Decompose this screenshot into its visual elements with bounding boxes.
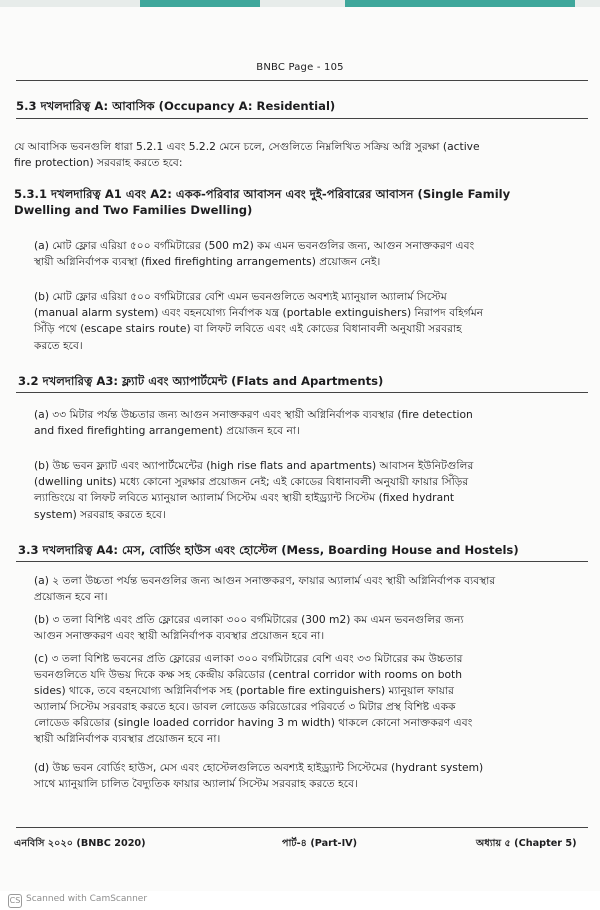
header-rule	[16, 80, 588, 81]
clause-b-line: করতে হবে।	[34, 339, 83, 352]
clause-b-line: আগুন সনাক্তকরণ এবং স্থায়ী অগ্নিনির্বাপক ব্যবস্থার প্রয়োজন হবে না।	[34, 629, 325, 642]
clause-c-line: ভবনগুলিতে যদি উভয় দিকে কক্ষ সহ কেন্দ্রীয় করিডোর (central corridor with rooms on both	[34, 668, 462, 681]
clause-a-line: স্থায়ী অগ্নিনির্বাপক ব্যবস্থা (fixed firefighting arrangements) প্রয়োজন নেই।	[34, 255, 381, 268]
intro-line: যে আবাসিক ভবনগুলি ধারা 5.2.1 এবং 5.2.2 মেনে চলে, সেগুলিতে নিম্নলিখিত সক্রিয় অগ্নি সুরক্ষা (active	[14, 140, 480, 153]
section-rule	[16, 118, 588, 119]
footer-left: এনবিসি ২০২০ (BNBC 2020)	[14, 838, 146, 849]
clause-a-line: (a) মোট ফ্লোর এরিয়া ৫০০ বর্গমিটারের (500 m2) কম এমন ভবনগুলির জন্য, আগুন সনাক্তকরণ এবং	[34, 239, 475, 252]
camscanner-watermark	[0, 891, 600, 910]
clause-d-line: (d) উচ্চ ভবন বোর্ডিং হাউস, মেস এবং হোস্টেলগুলিতে অবশ্যই হাইড্র্যান্ট সিস্টেমের (hydrant system)	[34, 761, 484, 774]
subsection-heading-3-3: 3.3 দখলদারিত্ব A4: মেস, বোর্ডিং হাউস এবং হোস্টেল (Mess, Boarding House and Hostels)	[18, 543, 519, 557]
clause-c-line: অ্যালার্ম সিস্টেম সরবরাহ করতে হবে। ডাবল লোডেড করিডোরের পরিবর্তে ৩ মিটার প্রস্থ বিশিষ্ট একক	[34, 700, 456, 713]
footer-rule	[16, 827, 588, 828]
camscanner-icon: CS	[8, 894, 22, 908]
clause-a-line: and fixed firefighting arrangement) প্রয়োজন হবে না।	[34, 424, 300, 437]
footer-right: অধ্যায় ৫ (Chapter 5)	[476, 838, 577, 849]
clause-b-line: (manual alarm system) এবং বহনযোগ্য নির্বাপক যন্ত্র (portable extinguishers) নিরাপদ বহির্গমন	[34, 306, 484, 319]
clause-c-line: (c) ৩ তলা বিশিষ্ট ভবনের প্রতি ফ্লোরের এলাকা ৩০০ বর্গমিটারের বেশি এবং ৩৩ মিটারের কম উচ্চতার	[34, 652, 463, 665]
watermark-text: Scanned with CamScanner	[26, 894, 148, 904]
subsection-heading-3-2: 3.2 দখলদারিত্ব A3: ফ্ল্যাট এবং অ্যাপার্টমেন্ট (Flats and Apartments)	[18, 374, 384, 388]
clause-c-line: স্থায়ী অগ্নিনির্বাপক ব্যবস্থার প্রয়োজন হবে না।	[34, 732, 221, 745]
clause-b-line: সিঁড়ি পথে (escape stairs route) বা লিফট লবিতে এবং এই কোডের বিধানাবলী অনুযায়ী সরবরাহ	[34, 322, 462, 335]
clause-b-line: (b) মোট ফ্লোর এরিয়া ৫০০ বর্গমিটারের বেশি এমন ভবনগুলিতে অবশ্যই ম্যানুয়াল অ্যালার্ম সিস্টেম	[34, 290, 447, 303]
subsection-heading-5-3-1: 5.3.1 দখলদারিত্ব A1 এবং A2: একক-পরিবার আবাসন এবং দুই-পরিবারের আবাসন (Single Family	[14, 187, 511, 201]
clause-c-line: sides) থাকে, তবে বহনযোগ্য অগ্নিনির্বাপক সহ (portable fire extinguishers) ম্যানুয়াল ফায়ার	[34, 684, 454, 697]
section-heading-5-3: 5.3 দখলদারিত্ব A: আবাসিক (Occupancy A: Residential)	[16, 99, 336, 113]
intro-line: fire protection) সরবরাহ করতে হবে:	[14, 156, 183, 169]
clause-c-line: লোডেড করিডোর (single loaded corridor having 3 m width) থাকলে কোনো সনাক্তকরণ এবং	[34, 716, 473, 729]
footer-center: পার্ট-৪ (Part-IV)	[282, 838, 358, 849]
page-header: BNBC Page - 105	[256, 62, 344, 73]
clause-b-line: system) সরবরাহ করতে হবে।	[34, 508, 166, 521]
clause-a-line: (a) ২ তলা উচ্চতা পর্যন্ত ভবনগুলির জন্য আগুন সনাক্তকরণ, ফায়ার অ্যালার্ম এবং স্থায়ী অগ্নিনির্বাপক ব্যবস্থার	[34, 574, 496, 587]
subsection-heading-5-3-1: Dwelling and Two Families Dwelling)	[14, 203, 253, 217]
clause-b-line: (dwelling units) মধ্যে কোনো সুরক্ষার প্রয়োজন নেই; এই কোডের বিধানাবলী অনুযায়ী ফায়ার সিঁড়ির	[34, 475, 469, 488]
clause-b-line: (b) উচ্চ ভবন ফ্ল্যাট এবং অ্যাপার্টমেন্টের (high rise flats and apartments) আবাসন ইউনিটগুলির	[34, 459, 474, 472]
section-rule	[16, 561, 588, 562]
clause-b-line: (b) ৩ তলা বিশিষ্ট এবং প্রতি ফ্লোরের এলাকা ৩০০ বর্গমিটারের (300 m2) কম এমন ভবনগুলির জন্য	[34, 613, 464, 626]
clause-a-line: (a) ৩৩ মিটার পর্যন্ত উচ্চতার জন্য আগুন সনাক্তকরণ এবং স্থায়ী অগ্নিনির্বাপক ব্যবস্থার (fire detection	[34, 408, 473, 421]
section-rule	[16, 392, 588, 393]
clause-b-line: ল্যান্ডিংয়ে বা লিফট লবিতে ম্যানুয়াল অ্যালার্ম সিস্টেম এবং স্থায়ী হাইড্র্যান্ট সিস্টেম (fixed hydrant	[34, 491, 455, 504]
clause-d-line: সাথে ম্যানুয়ালি চালিত বৈদ্যুতিক ফায়ার অ্যালার্ম সিস্টেম সরবরাহ করতে হবে।	[34, 777, 358, 790]
clause-a-line: প্রয়োজন হবে না।	[34, 590, 108, 603]
